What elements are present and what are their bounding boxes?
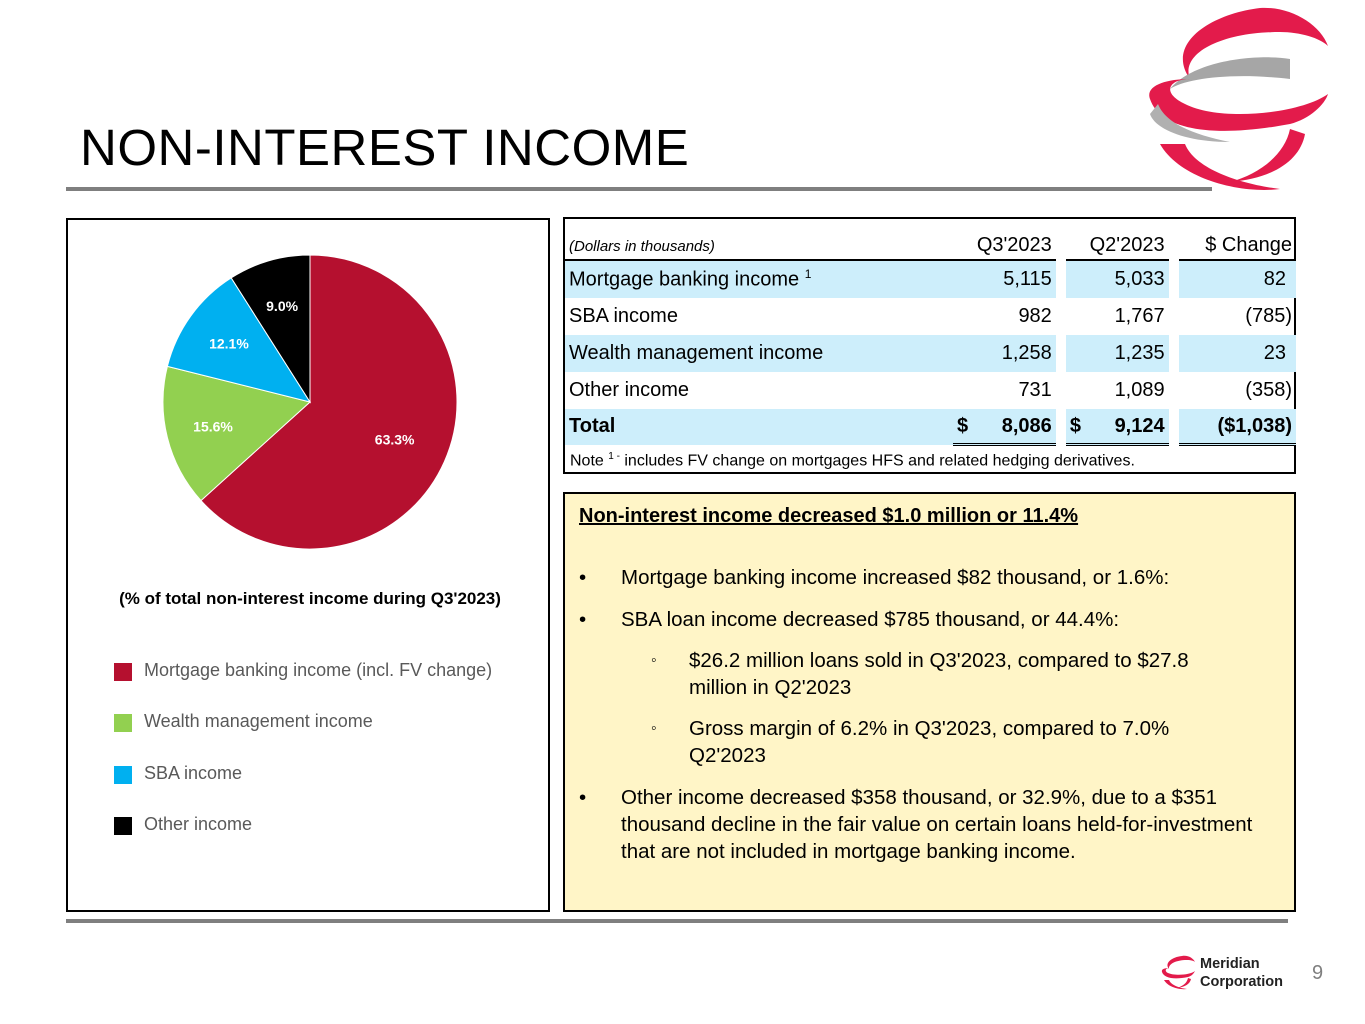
legend-label: Wealth management income — [144, 711, 373, 732]
pie-chart — [162, 254, 458, 550]
total-q3: $ 8,086 — [953, 409, 1056, 445]
column-header-q2: Q2'2023 — [1066, 219, 1169, 260]
pie-data-label: 12.1% — [209, 335, 249, 352]
legend-item — [114, 814, 492, 865]
income-table — [565, 219, 1296, 446]
row-label: SBA income — [569, 305, 678, 327]
chart-legend — [114, 660, 492, 865]
chart-panel — [66, 218, 550, 912]
cell-q3: 1,258 — [953, 335, 1056, 372]
sub-bullet-marker: ◦ — [651, 720, 657, 737]
row-label: Mortgage banking income $^1$ — [565, 260, 953, 298]
bullet-marker: • — [579, 566, 587, 589]
income-table-box — [563, 217, 1296, 474]
cell-q2: 1,767 — [1114, 305, 1165, 327]
meridian-small-logo-icon — [1160, 954, 1196, 990]
title-divider — [66, 187, 1212, 191]
cell-change: (358) — [1245, 379, 1292, 401]
footer-divider — [66, 919, 1288, 923]
column-header-q3: Q3'2023 — [953, 219, 1056, 260]
commentary-box — [563, 492, 1296, 912]
legend-item — [114, 763, 492, 814]
legend-swatch — [114, 817, 132, 835]
column-header-change: $ Change — [1179, 219, 1296, 260]
table-row — [565, 335, 1296, 372]
pie-data-label: 63.3% — [374, 431, 415, 448]
cell-change: 82 — [1179, 260, 1296, 298]
bullet-item: • Mortgage banking income increased $82 thousand, or 1.6%: — [579, 566, 1170, 589]
pie-data-label: 15.6% — [193, 418, 233, 435]
bullet-marker: • — [579, 608, 587, 631]
page-number: 9 — [1312, 962, 1324, 984]
bullet-item: • Other income decreased $358 thousand, or 32.9%, due to a $351 thousand decline in the fair value on certain loans held-for-investment that are not included in mortgage banking income. — [579, 786, 1253, 863]
cell-change: (785) — [1245, 305, 1292, 327]
bullet-marker: • — [579, 786, 587, 809]
table-row — [565, 260, 1296, 298]
chart-caption: (% of total non-interest income during Q3'2023) — [119, 589, 501, 608]
unit-label: (Dollars in thousands) — [565, 219, 953, 260]
bullet-item: • SBA loan income decreased $785 thousand, or 44.4%: — [579, 608, 1120, 631]
page-title: NON-INTEREST INCOME — [80, 119, 690, 176]
meridian-logo-icon — [1140, 4, 1335, 194]
cell-q2: 5,033 — [1066, 260, 1169, 298]
legend-label: SBA income — [144, 762, 243, 783]
cell-q3: 5,115 — [953, 260, 1056, 298]
row-label: Wealth management income — [565, 335, 953, 372]
legend-label: Mortgage banking income (incl. FV change) — [144, 660, 493, 680]
company-name: Meridian Corporation — [1200, 956, 1283, 990]
cell-q3: 982 — [1018, 305, 1052, 327]
table-total-row — [565, 409, 1296, 445]
legend-swatch — [114, 663, 132, 681]
row-label: Other income — [569, 379, 690, 401]
footnote-marker: 1 — [804, 267, 812, 282]
cell-q2: 1,089 — [1114, 379, 1165, 401]
pie-data-label: 9.0% — [266, 298, 299, 315]
legend-swatch — [114, 766, 132, 784]
cell-change: 23 — [1179, 335, 1296, 372]
commentary-heading: Non-interest income decreased $1.0 million or 11.4% — [579, 505, 1079, 527]
table-header-row — [565, 219, 1296, 260]
legend-swatch — [114, 714, 132, 732]
table-footnote: Note $^{1 -}$ includes FV change on mortgages HFS and related hedging derivatives. — [570, 451, 1135, 470]
legend-label: Other income — [144, 813, 253, 834]
table-row — [565, 298, 1296, 335]
legend-item — [114, 660, 492, 711]
cell-q2: 1,235 — [1066, 335, 1169, 372]
table-row — [565, 372, 1296, 409]
sub-bullet-item: ◦ Gross margin of 6.2% in Q3'2023, compared to 7.0% Q2'2023 — [651, 717, 1170, 767]
sub-bullet-item: ◦ $26.2 million loans sold in Q3'2023, compared to $27.8 million in Q2'2023 — [651, 649, 1189, 699]
total-change: ($1,038) — [1179, 409, 1296, 445]
sub-bullet-marker: ◦ — [651, 652, 657, 669]
total-q2: $ 9,124 — [1066, 409, 1169, 445]
legend-item — [114, 711, 492, 762]
cell-q3: 731 — [1018, 379, 1052, 401]
total-label: Total — [565, 409, 953, 445]
